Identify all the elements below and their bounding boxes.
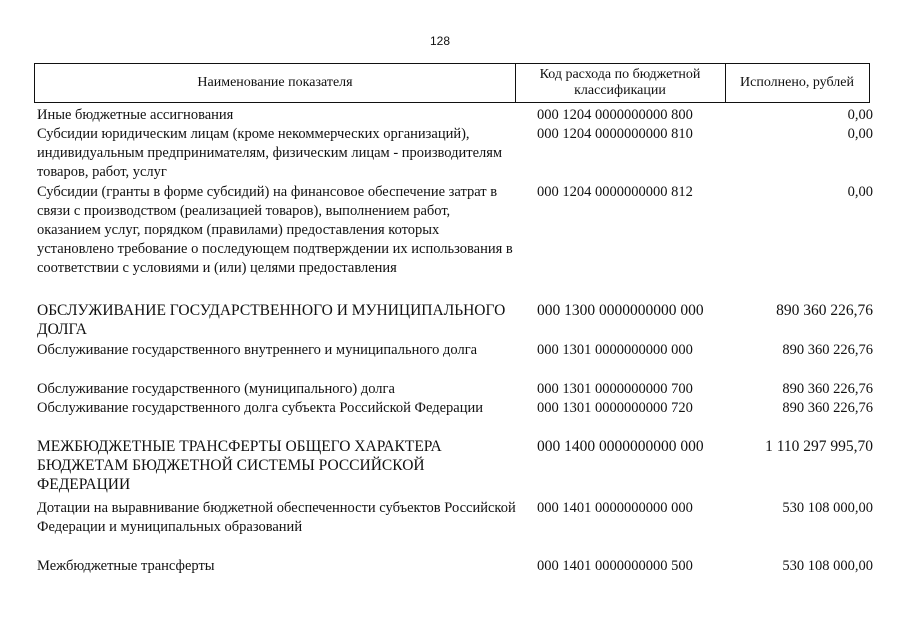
row-value: 890 360 226,76 — [782, 400, 873, 416]
row-value: 530 108 000,00 — [782, 500, 873, 516]
row-name: Иные бюджетные ассигнования — [37, 107, 234, 123]
row-code: 000 1301 0000000000 720 — [537, 400, 693, 416]
row-name: Межбюджетные трансферты — [37, 558, 215, 574]
row-value: 530 108 000,00 — [782, 558, 873, 574]
row-code: 000 1400 0000000000 000 — [537, 438, 704, 455]
row-name: Обслуживание государственного внутреннего и муниципального долга — [37, 342, 478, 358]
row-code: 000 1301 0000000000 700 — [537, 381, 693, 397]
row-name: Субсидии юридическим лицам (кроме некоммерческих организаций), индивидуальным предпринимателям, физическим лицам - производителям товаров, работ, услуг — [37, 126, 503, 180]
row-value: 890 360 226,76 — [782, 381, 873, 397]
table-header — [34, 63, 870, 103]
row-name: Дотации на выравнивание бюджетной обеспеченности субъектов Российской Федерации и муниципальных образований — [37, 500, 516, 535]
row-code: 000 1204 0000000000 812 — [537, 184, 693, 200]
row-name: Обслуживание государственного долга субъекта Российской Федерации — [37, 400, 483, 416]
row-name: ОБСЛУЖИВАНИЕ ГОСУДАРСТВЕННОГО И МУНИЦИПАЛЬНОГО ДОЛГА — [37, 302, 506, 338]
row-value: 1 110 297 995,70 — [765, 438, 873, 455]
row-value: 890 360 226,76 — [782, 342, 873, 358]
row-name: МЕЖБЮДЖЕТНЫЕ ТРАНСФЕРТЫ ОБЩЕГО ХАРАКТЕРА БЮДЖЕТАМ БЮДЖЕТНОЙ СИСТЕМЫ РОССИЙСКОЙ ФЕДЕРАЦИИ — [37, 438, 442, 493]
header-code: Код расхода по бюджетной классификации — [515, 64, 726, 102]
row-code: 000 1204 0000000000 810 — [537, 126, 693, 142]
row-code: 000 1300 0000000000 000 — [537, 302, 704, 319]
row-code: 000 1301 0000000000 000 — [537, 342, 693, 358]
page-number: 128 — [429, 34, 451, 48]
row-value: 0,00 — [847, 126, 873, 142]
row-value: 890 360 226,76 — [776, 302, 873, 319]
header-name: Наименование показателя — [35, 64, 516, 102]
row-name: Субсидии (гранты в форме субсидий) на финансовое обеспечение затрат в связи с производством (реализацией товаров), выполнением работ, оказанием услуг, порядком (правилами) предоставления которых установлено требование о последующем подтверждении их использования в соответствии с условиями и (или) целями предоставления — [37, 184, 513, 276]
row-code: 000 1204 0000000000 800 — [537, 107, 693, 123]
header-executed: Исполнено, рублей — [740, 75, 854, 90]
row-name: Обслуживание государственного (муниципального) долга — [37, 381, 395, 397]
row-value: 0,00 — [847, 107, 873, 123]
row-code: 000 1401 0000000000 000 — [537, 500, 693, 516]
row-value: 0,00 — [847, 184, 873, 200]
row-code: 000 1401 0000000000 500 — [537, 558, 693, 574]
